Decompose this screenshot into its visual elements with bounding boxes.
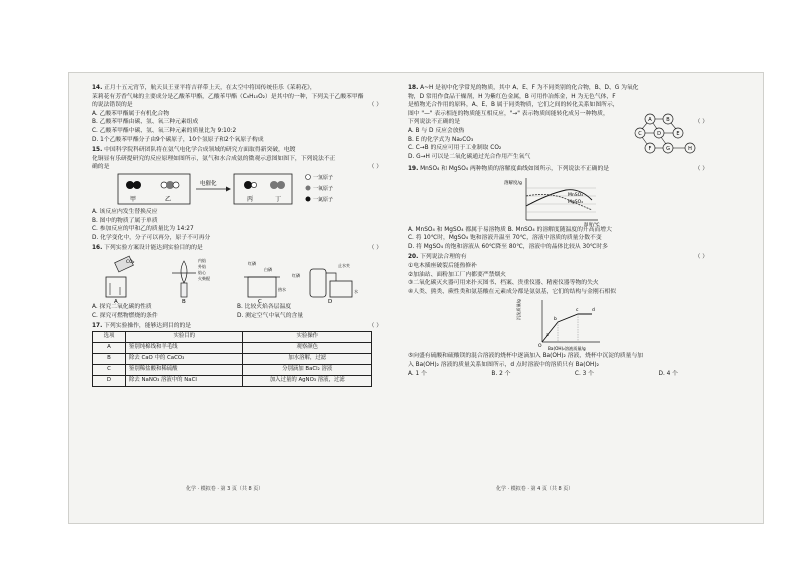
q15-option-b: B. 图中的物质了属于单质 [92, 217, 158, 224]
reactant-label-b: 乙 [165, 195, 172, 203]
q20-item-4: ④人类、熊类、蕨性类和氨基酸在元素成分都是氨氨基，它们的结构与金刚石相似 [408, 288, 617, 295]
q15-text-3: 确的是 [92, 164, 110, 171]
fig-d-flask [310, 269, 326, 297]
table-row [93, 364, 372, 375]
graph-x-label: Ba(OH)₂溶液质量/g [548, 346, 586, 352]
right-page [408, 84, 708, 380]
product-box [234, 174, 292, 204]
table-cell: 分别滴加 BaCl₂ 溶液 [243, 364, 372, 375]
q20-answer-paren: （ ） [694, 254, 708, 261]
table-row [93, 342, 372, 353]
table-cell: 鉴别稀盐酸和稀硫酸 [126, 364, 243, 375]
q16-option-b: B. 比较火焰各层温度 [237, 303, 292, 310]
fig-b-note-match: 火柴棍 [198, 275, 210, 281]
q15-text-1: 中国科学院科研团队将在氨气电化学合成领域的研究方面取得新突破，电镀 [104, 147, 296, 154]
table-cell: 加水溶解，过滤 [243, 353, 372, 364]
q20-choice-d: D. 4 个 [658, 370, 678, 377]
node-d: D [657, 130, 661, 137]
table-row [93, 375, 372, 386]
q20-choice-b: B. 2 个 [491, 370, 511, 377]
q16-option-c: C. 探究可燃物燃烧的条件 [92, 312, 158, 319]
q18-option-c: C. C→B 的反应可用于工业制取 CO₂ [408, 145, 502, 152]
q20-number: 20. [408, 254, 419, 261]
q15-number: 15. [92, 147, 103, 154]
q17-answer-paren: （ ） [368, 323, 382, 330]
q19-option-c: C. 将 10℃时，MgSO₄ 饱和溶液升温至 70℃，溶液中溶质的质量分数不变 [408, 235, 602, 242]
legend-hydrogen: 一氢原子 [313, 174, 334, 181]
molecule-o2-atom1 [270, 181, 278, 189]
question-14 [92, 84, 382, 144]
fig-d-note-clamp: 止水夹 [338, 262, 350, 268]
question-18 [408, 84, 708, 163]
molecule-o2-atom2 [277, 181, 285, 189]
graph-point-b: b [554, 317, 557, 323]
q14-text-2: 茉莉花有芳香气味的主要成分是乙酸苯甲酯，乙酸苯甲酯（C₉H₁₀O₂）是其中的一种，下列关于乙酸苯甲酯 [92, 93, 364, 100]
node-g: G [666, 145, 670, 152]
q18-text-2: 物，D 常用作食品干燥剂，H 为紫红色金属，B 可用作冶炼金，H 为无色气体，F [408, 93, 616, 100]
node-a: A [648, 116, 652, 123]
legend-hydrogen-marker [306, 174, 311, 179]
q16-apparatus-figures [92, 253, 382, 303]
q15-option-d: D. 化学变化中，分子可以再分，原子不可再分 [92, 234, 211, 241]
q15-text-2: 化铜显有乐研提研究的反应原理如图所示，氨气和水合成氨的微观示意图如图下，下列说法不正 [92, 155, 336, 162]
legend-nitrogen-marker [306, 196, 311, 201]
q15-option-a: A. 该反应内发生替换反应 [92, 208, 158, 215]
q18-text-3: 是植物光合作用的原料，A、E、B 属于同类物质，它们之间的转化关系如图所示， [408, 102, 619, 109]
q15-reaction-svg [92, 172, 382, 208]
molecule-nh3-n [244, 181, 252, 189]
fig-a-beaker [106, 277, 126, 297]
q20-choice-c: C. 3 个 [574, 370, 594, 377]
q19-solubility-chart [408, 174, 708, 226]
q14-option-c: C. 乙酸苯甲酯中碳、氢、氧三种元素的质量比为 9:10:2 [92, 127, 237, 134]
node-e: E [676, 130, 680, 137]
q14-text-3: 的说法错误的是 [92, 102, 133, 109]
edge-b-e [671, 123, 676, 129]
table-cell: D [93, 375, 126, 386]
question-19 [408, 165, 708, 251]
q19-option-d: D. 将 MgSO₄ 的饱和溶液从 60℃降至 80℃，溶液中的晶体比较从 30℃时多 [408, 243, 609, 250]
q19-solubility-svg [408, 174, 708, 226]
table-row [93, 353, 372, 364]
q14-answer-paren: （ ） [368, 102, 382, 109]
node-b: B [666, 116, 670, 123]
fig-label-a: A [114, 298, 118, 303]
fig-c-note-white-p: 白磷 [264, 266, 272, 272]
legend-oxygen: 一氧原子 [313, 185, 334, 192]
q14-option-b: B. 乙酸苯甲酯由碳、氢、氧三种元素组成 [92, 119, 199, 126]
q14-option-a: A. 乙酸苯甲酯属于有机化合物 [92, 110, 170, 117]
table-cell: 观察颜色 [243, 342, 372, 353]
q17-number: 17. [92, 323, 103, 330]
table-header-row [93, 331, 372, 342]
legend-mnso4: MnSO₄ [568, 192, 583, 198]
product-label-b: 丁 [275, 195, 282, 203]
q18-text-4: 图中 "—" 表示相连的物质能互相反应，"→" 表示物质间能转化成另一种物质， [408, 110, 609, 117]
table-cell: 加入过量的 AgNO₃ 溶液，过滤 [243, 375, 372, 386]
q20-item-1: ①电木插座破裂后能热修补 [408, 262, 477, 269]
left-page-footer: 化学 · 模拟卷 · 第 3 页（共 8 页） [186, 486, 264, 492]
q15-answer-paren: （ ） [368, 164, 382, 171]
q16-answer-paren: （ ） [368, 245, 382, 252]
table-cell: 除去 CaO 中的 CaCO₃ [126, 353, 243, 364]
edge-a-c [642, 123, 647, 129]
q18-text-5: 下列说法不正确的是 [408, 119, 461, 126]
graph-line [542, 314, 592, 342]
molecule-n2-atom2 [133, 181, 141, 189]
table-header: 实验目的 [126, 331, 243, 342]
q14-text-1: 正月十五元宵节，航天员王亚平将吉祥带上天，在太空中将国传统佳乐《茉莉花》， [104, 85, 316, 91]
fig-b-candle [181, 283, 187, 297]
q20-item-2: ②加油站、面粉加工厂内都要严禁烟火 [408, 271, 506, 278]
q14-option-d: D. 1个乙酸苯甲酯分子由9个碳原子，10个氢原子和2个氧原子构成 [92, 136, 264, 143]
fig-c-beaker [248, 277, 276, 297]
q16-apparatus-svg [92, 253, 382, 303]
q16-text-1: 下列实验方案设计能达到实验目的的是 [104, 245, 203, 252]
chart-x-label: 温度/℃ [584, 222, 600, 226]
q19-number: 19. [408, 165, 419, 172]
question-16 [92, 244, 382, 320]
q20-item-3: ③二氧化碳灭火器可用来扑灭图书、档案、贵重仪器、精密仪器等物的失火 [408, 280, 599, 287]
q18-number: 18. [408, 85, 419, 91]
q18-answer-paren: （ ） [694, 119, 708, 126]
q14-number: 14. [92, 85, 103, 91]
q19-option-ab: A. MnSO₄ 和 MgSO₄ 都属于易溶物质 B. MnSO₄ 的溶解度随温度的升高而增大 [408, 226, 612, 233]
node-h: H [688, 145, 692, 152]
legend-oxygen-marker [306, 185, 311, 190]
right-page-footer: 化学 · 模拟卷 · 第 4 页（共 8 页） [496, 486, 574, 492]
q16-option-a: A. 探究二氧化碳的性质 [92, 303, 152, 310]
question-15 [92, 146, 382, 242]
graph-y-label: 沉淀质量/g [516, 299, 521, 321]
table-cell: C [93, 364, 126, 375]
edge-c-f [642, 137, 647, 144]
fig-c-note-red-p: 红磷 [248, 260, 256, 266]
table-cell: B [93, 353, 126, 364]
node-f: F [648, 145, 652, 152]
chart-y-label: 溶解度/g [504, 180, 522, 186]
q19-text-1: MnSO₄ 和 MgSO₄ 两种物质的溶解度曲线如图所示，下列说法不正确的是 [420, 165, 610, 172]
molecule-n2-atom1 [126, 181, 134, 189]
reaction-condition: 电催化 [200, 180, 217, 187]
fig-label-d: D [328, 298, 333, 303]
node-c: C [638, 130, 642, 137]
q18-relation-diagram [630, 113, 700, 159]
graph-point-d: d [592, 308, 595, 314]
reactant-box [118, 174, 190, 204]
fig-d-tube [326, 273, 336, 281]
fig-b-note-outer: 外焰 [198, 263, 206, 269]
q20-item-5b: 入 Ba(OH)₂ 溶液的质量关系如图所示，d 点时溶液中的溶质只有 Ba(OH)₂ [408, 361, 599, 368]
graph-origin: O [538, 344, 542, 350]
q15-option-c: C. 参加反应的甲和乙的质量比为 14:27 [92, 226, 194, 233]
graph-point-a: a [546, 333, 549, 339]
graph-point-c: c [576, 308, 579, 314]
fig-d-water-beaker [330, 281, 352, 297]
q17-table [92, 331, 372, 387]
q20-text-1: 下列说法合理的有 [420, 254, 467, 261]
table-cell: 鉴别纯棉线和羊毛线 [126, 342, 243, 353]
fig-b-note-inner: 内焰 [198, 257, 206, 263]
fig-label-b: B [182, 298, 186, 303]
fig-label-c: C [258, 298, 262, 303]
q18-option-d: D. G→H 可以是二氧化碳通过光合作用产生氧气 [408, 153, 531, 160]
q20-precipitate-svg [408, 296, 708, 352]
edge-d-g [661, 137, 666, 144]
table-header: 选项 [93, 331, 126, 342]
table-cell: A [93, 342, 126, 353]
legend-mgso4: MgSO₄ [568, 199, 583, 205]
fig-d-note-water: 水 [354, 288, 358, 294]
q18-option-b: B. E 的化学式为 Na₂CO₃ [408, 136, 474, 143]
question-17 [92, 322, 382, 387]
fig-b-flame [181, 261, 187, 283]
question-20 [408, 253, 708, 378]
q19-answer-paren: （ ） [694, 165, 708, 172]
table-header: 实验操作 [243, 331, 372, 342]
molecule-nh3-h [251, 182, 256, 187]
q20-choice-a: A. 1 个 [408, 370, 427, 377]
reaction-arrow-head [226, 186, 231, 191]
q16-number: 16. [92, 245, 103, 252]
fig-a-note-co2: CO₂ [126, 259, 135, 265]
left-page [92, 84, 382, 389]
fig-d-note-red-p: 红磷 [292, 272, 300, 278]
q15-reaction-diagram [92, 172, 382, 208]
table-cell: 除去 NaNO₃ 溶液中的 NaCl [126, 375, 243, 386]
fig-c-note-hot-water: 热水 [278, 286, 286, 292]
legend-nitrogen: 一氮原子 [313, 196, 334, 203]
fig-b-note-core: 焰心 [198, 269, 206, 275]
q17-text-1: 下列实验操作，能够达到目的的是 [104, 323, 192, 330]
molecule-h2o-h2 [173, 182, 179, 188]
reactant-label-a: 甲 [130, 195, 137, 203]
q20-precipitate-graph [408, 296, 708, 352]
product-label-a: 丙 [247, 195, 254, 203]
q18-text-1: A~H 是初中化学常见的物质，其中 A、E、F 为不同类别的化合物，B、D、G 为氧化 [420, 85, 639, 91]
q18-option-a: A. B 与 D 反应会放热 [408, 127, 465, 134]
q20-item-5a: ⑤向盛有硫酸和硫酸镁的混合溶液的烧杯中逐滴加入 Ba(OH)₂ 溶液，烧杯中沉淀的质量与加 [408, 353, 644, 360]
q16-option-d: D. 测定空气中氧气的含量 [237, 312, 304, 319]
edge-a-d [653, 123, 657, 129]
